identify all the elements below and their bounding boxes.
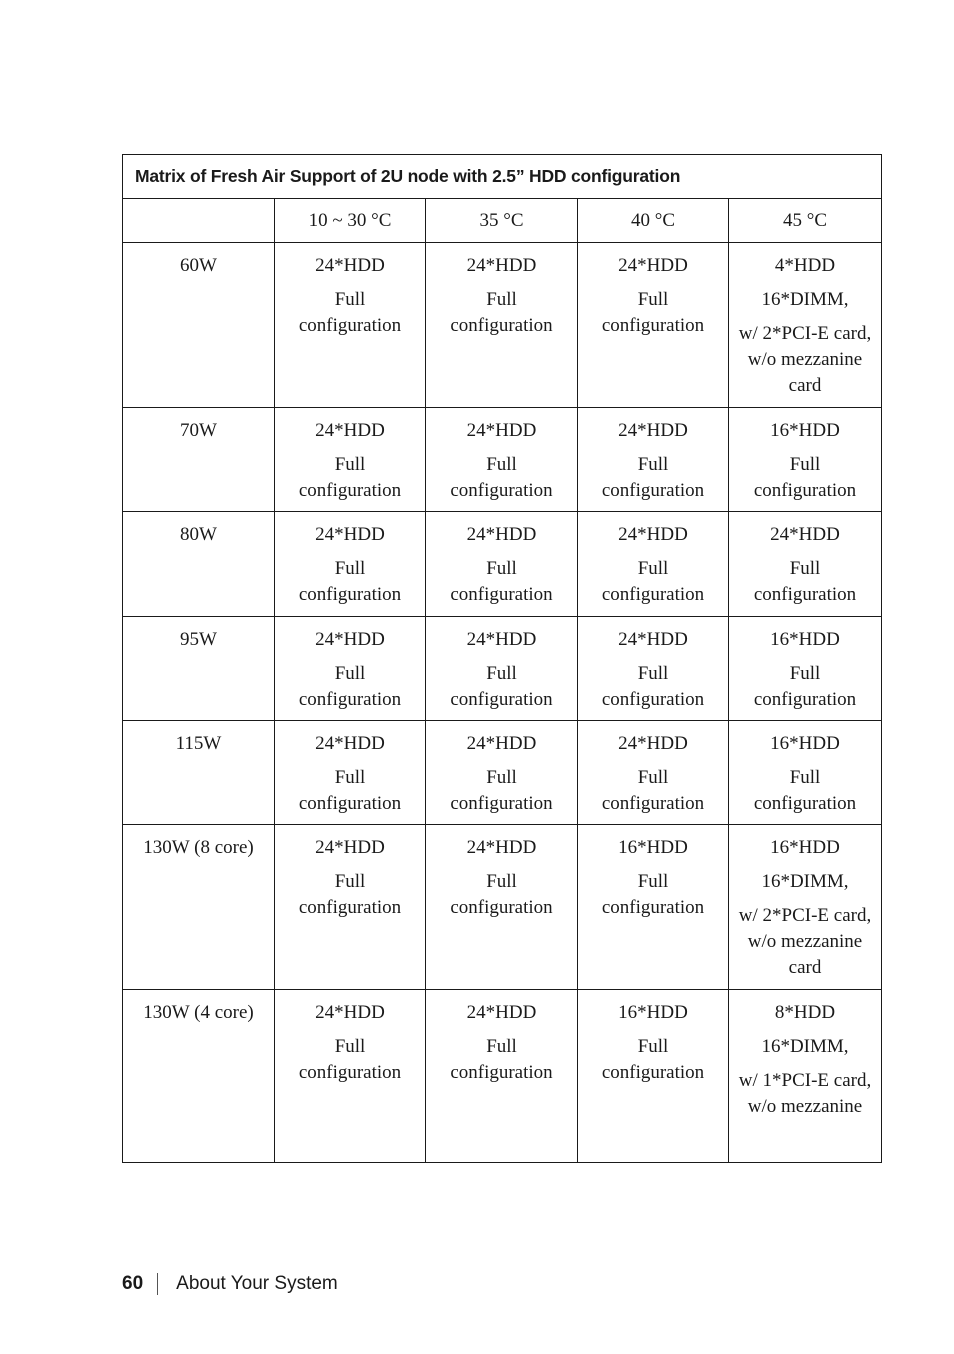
column-header-35c: 35 °C	[426, 199, 578, 243]
row-label: 95W	[180, 629, 217, 650]
table-body	[123, 243, 882, 1163]
row-label-cell	[123, 617, 275, 721]
cell-line: configuration	[450, 793, 553, 814]
cell-line: 16*HDD	[618, 1002, 688, 1023]
table-cell	[729, 243, 882, 408]
cell-line: configuration	[753, 480, 857, 501]
cell-line: Full	[486, 558, 517, 579]
cell-line: 24*HDD	[315, 420, 385, 441]
cell-line: Full	[486, 663, 517, 684]
row-label-cell	[123, 243, 275, 408]
row-label-cell	[123, 825, 275, 990]
cell-line: configuration	[601, 689, 705, 710]
cell-content	[275, 617, 425, 713]
cell-line: 24*HDD	[315, 255, 385, 276]
cell-line: Full	[334, 767, 366, 788]
table-cell	[275, 825, 426, 990]
cell-line: card	[788, 375, 822, 396]
cell-line: w/ 2*PCI-E card,	[738, 323, 872, 344]
cell-line: 16*DIMM,	[761, 871, 849, 892]
cell-line: card	[788, 957, 822, 978]
cell-line: Full	[486, 289, 517, 310]
table-cell	[275, 408, 426, 512]
table-cell	[275, 721, 426, 825]
cell-line: w/o mezzanine	[747, 1096, 863, 1117]
table-cell	[729, 721, 882, 825]
cell-line: Full	[334, 558, 366, 579]
cell-line: configuration	[450, 897, 553, 918]
cell-content	[275, 512, 425, 608]
page-number: 60	[122, 1273, 144, 1294]
cell-line: Full	[637, 767, 669, 788]
cell-content	[578, 990, 728, 1086]
table-cell	[426, 990, 578, 1163]
table-cell	[729, 617, 882, 721]
cell-line: Full	[789, 767, 821, 788]
row-label: 130W (4 core)	[143, 1002, 254, 1023]
cell-content	[578, 721, 728, 817]
cell-line: configuration	[298, 584, 402, 605]
cell-line: configuration	[450, 480, 553, 501]
cell-content	[275, 825, 425, 921]
cell-line: 16*HDD	[618, 837, 688, 858]
cell-line: Full	[486, 1036, 517, 1057]
cell-content	[426, 721, 577, 817]
row-label: 60W	[180, 255, 217, 276]
table-row	[123, 617, 882, 721]
cell-content	[729, 721, 881, 817]
cell-line: 24*HDD	[315, 524, 385, 545]
table-row	[123, 990, 882, 1163]
cell-line: Full	[637, 558, 669, 579]
cell-line: 24*HDD	[618, 420, 688, 441]
table-cell	[578, 617, 729, 721]
cell-line: configuration	[450, 584, 553, 605]
cell-content	[729, 617, 881, 713]
cell-line: configuration	[753, 793, 857, 814]
cell-line: w/o mezzanine	[747, 349, 863, 370]
cell-line: configuration	[601, 1062, 705, 1083]
footer-separator	[157, 1273, 158, 1295]
cell-content	[426, 512, 577, 608]
cell-line: 24*HDD	[618, 524, 688, 545]
cell-line: configuration	[753, 689, 857, 710]
cell-line: 24*HDD	[466, 524, 537, 545]
table-cell	[275, 990, 426, 1163]
cell-line: Full	[334, 871, 366, 892]
cell-content	[275, 990, 425, 1086]
table-cell	[578, 721, 729, 825]
cell-line: Full	[334, 454, 366, 475]
cell-content	[426, 990, 577, 1086]
cell-content	[578, 408, 728, 504]
table-header-row	[123, 199, 882, 243]
cell-line: Full	[789, 558, 821, 579]
table-cell	[729, 825, 882, 990]
cell-line: 24*HDD	[618, 629, 688, 650]
cell-line: 24*HDD	[315, 1002, 385, 1023]
table-cell	[578, 408, 729, 512]
cell-line: Full	[486, 454, 517, 475]
cell-line: configuration	[753, 584, 857, 605]
cell-line: 24*HDD	[466, 1002, 537, 1023]
cell-line: 16*HDD	[770, 420, 840, 441]
table-cell	[578, 825, 729, 990]
cell-content	[729, 825, 881, 981]
row-label: 115W	[175, 733, 222, 754]
table-cell	[729, 990, 882, 1163]
table-row	[123, 243, 882, 408]
cell-line: w/o mezzanine	[747, 931, 863, 952]
cell-line: 24*HDD	[770, 524, 840, 545]
cell-line: 16*DIMM,	[761, 1036, 849, 1057]
cell-line: 16*DIMM,	[761, 289, 849, 310]
cell-line: Full	[334, 289, 366, 310]
cell-line: Full	[637, 871, 669, 892]
column-header-10-30c: 10 ~ 30 °C	[275, 199, 426, 243]
table-cell	[275, 512, 426, 617]
cell-line: Full	[637, 454, 669, 475]
cell-line: 24*HDD	[618, 255, 688, 276]
cell-line: 16*HDD	[770, 837, 840, 858]
row-label-cell	[123, 990, 275, 1163]
row-label-cell	[123, 721, 275, 825]
cell-content	[275, 243, 425, 339]
table-cell	[426, 617, 578, 721]
column-header-45c: 45 °C	[729, 199, 882, 243]
cell-line: 24*HDD	[466, 420, 537, 441]
cell-content	[729, 243, 881, 399]
table-row	[123, 512, 882, 617]
cell-line: 8*HDD	[774, 1002, 836, 1023]
footer-section-title: About Your System	[176, 1273, 338, 1294]
row-label: 80W	[180, 524, 217, 545]
cell-line: 24*HDD	[315, 629, 385, 650]
row-label: 70W	[180, 420, 217, 441]
cell-line: Full	[334, 663, 366, 684]
cell-line: 24*HDD	[315, 733, 385, 754]
row-label-cell	[123, 512, 275, 617]
table-cell	[426, 408, 578, 512]
cell-line: configuration	[450, 1062, 553, 1083]
cell-line: 16*HDD	[770, 733, 840, 754]
cell-content	[578, 243, 728, 339]
row-label-cell	[123, 408, 275, 512]
cell-content	[426, 408, 577, 504]
cell-line: configuration	[298, 1062, 402, 1083]
cell-content	[275, 721, 425, 817]
cell-line: configuration	[298, 480, 402, 501]
cell-line: Full	[637, 1036, 669, 1057]
column-header-empty	[123, 199, 275, 243]
cell-line: configuration	[298, 689, 402, 710]
column-header-40c: 40 °C	[578, 199, 729, 243]
cell-line: configuration	[601, 315, 705, 336]
cell-line: configuration	[450, 315, 553, 336]
cell-line: 24*HDD	[618, 733, 688, 754]
cell-content	[578, 617, 728, 713]
table-cell	[426, 825, 578, 990]
table-cell	[426, 512, 578, 617]
cell-content	[426, 825, 577, 921]
cell-line: 4*HDD	[774, 255, 836, 276]
cell-line: configuration	[450, 689, 553, 710]
cell-content	[729, 408, 881, 504]
cell-line: 24*HDD	[466, 255, 537, 276]
table-cell	[426, 243, 578, 408]
table-cell	[729, 408, 882, 512]
table-cell	[729, 512, 882, 617]
cell-content	[275, 408, 425, 504]
cell-line: configuration	[298, 897, 402, 918]
table-cell	[275, 243, 426, 408]
cell-content	[426, 617, 577, 713]
cell-line: Full	[789, 663, 821, 684]
table-cell	[578, 243, 729, 408]
cell-line: w/ 2*PCI-E card,	[738, 905, 872, 926]
cell-line: w/ 1*PCI-E card,	[738, 1070, 872, 1091]
table-title: Matrix of Fresh Air Support of 2U node with 2.5” HDD configuration	[123, 155, 882, 199]
table-cell	[426, 721, 578, 825]
cell-line: 24*HDD	[315, 837, 385, 858]
cell-line: 24*HDD	[466, 733, 537, 754]
table-row	[123, 721, 882, 825]
cell-line: 24*HDD	[466, 629, 537, 650]
cell-line: Full	[486, 871, 517, 892]
cell-line: configuration	[601, 793, 705, 814]
cell-line: Full	[637, 663, 669, 684]
cell-content	[578, 512, 728, 608]
cell-content	[578, 825, 728, 921]
table-row	[123, 825, 882, 990]
table-row	[123, 408, 882, 512]
cell-line: Full	[637, 289, 669, 310]
cell-line: 16*HDD	[770, 629, 840, 650]
cell-line: configuration	[601, 584, 705, 605]
table-cell	[578, 512, 729, 617]
cell-content	[729, 990, 881, 1120]
table-cell	[578, 990, 729, 1163]
row-label: 130W (8 core)	[143, 837, 254, 858]
cell-line: Full	[486, 767, 517, 788]
fresh-air-matrix-table	[122, 154, 882, 1163]
table-cell	[275, 617, 426, 721]
cell-line: 24*HDD	[466, 837, 537, 858]
cell-line: configuration	[601, 897, 705, 918]
cell-content	[426, 243, 577, 339]
cell-content	[729, 512, 881, 608]
cell-line: configuration	[601, 480, 705, 501]
table-title-row	[123, 155, 882, 199]
cell-line: configuration	[298, 793, 402, 814]
cell-line: configuration	[298, 315, 402, 336]
cell-line: Full	[789, 454, 821, 475]
cell-line: Full	[334, 1036, 366, 1057]
page-footer	[122, 1271, 338, 1297]
